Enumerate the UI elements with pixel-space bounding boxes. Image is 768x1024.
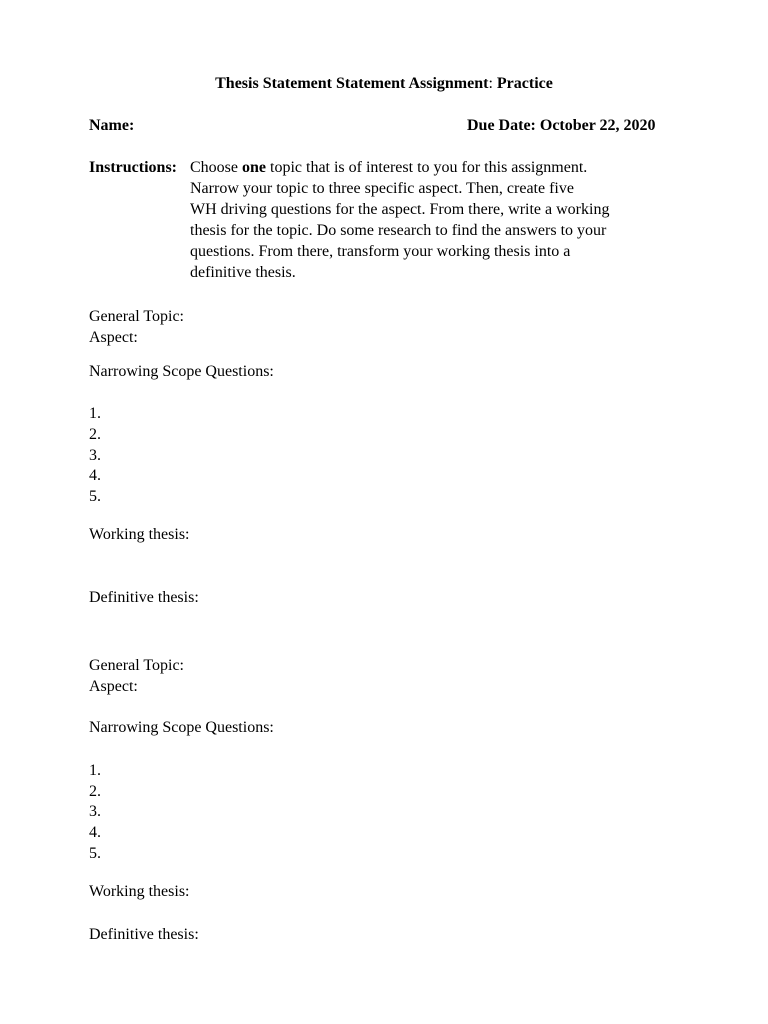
question-number: 5. <box>89 488 101 505</box>
instructions-line: WH driving questions for the aspect. From there, write a working <box>190 201 610 218</box>
instructions-emphasis: one <box>242 159 266 176</box>
narrowing-questions-label: Narrowing Scope Questions: <box>89 363 274 380</box>
general-topic-label: General Topic: <box>89 657 184 674</box>
question-number: 3. <box>89 447 101 464</box>
question-number: 4. <box>89 467 101 484</box>
instructions-text: topic that is of interest to you for this assignment. <box>266 159 588 176</box>
name-label: Name: <box>89 117 135 134</box>
document-title <box>0 74 768 94</box>
aspect-label: Aspect: <box>89 329 138 346</box>
title-main: Thesis Statement Statement Assignment <box>215 75 489 92</box>
question-number: 2. <box>89 783 101 800</box>
instructions-line: Narrow your topic to three specific aspect. Then, create five <box>190 180 574 197</box>
general-topic-label: General Topic: <box>89 308 184 325</box>
question-number: 1. <box>89 405 101 422</box>
title-tail: Practice <box>492 75 553 92</box>
instructions-text: Choose <box>190 159 242 176</box>
instructions-label: Instructions: <box>89 159 178 176</box>
instructions-line: definitive thesis. <box>190 264 296 281</box>
question-number: 3. <box>89 803 101 820</box>
question-number: 4. <box>89 824 101 841</box>
question-number: 1. <box>89 762 101 779</box>
working-thesis-label: Working thesis: <box>89 883 190 900</box>
definitive-thesis-label: Definitive thesis: <box>89 926 199 943</box>
title-colon: : <box>488 75 493 92</box>
instructions-line: thesis for the topic. Do some research to find the answers to your <box>190 222 607 239</box>
question-number: 5. <box>89 845 101 862</box>
working-thesis-label: Working thesis: <box>89 526 190 543</box>
aspect-label: Aspect: <box>89 678 138 695</box>
instructions-line <box>190 158 587 178</box>
definitive-thesis-label: Definitive thesis: <box>89 589 199 606</box>
due-date: Due Date: October 22, 2020 <box>467 117 656 134</box>
question-number: 2. <box>89 426 101 443</box>
narrowing-questions-label: Narrowing Scope Questions: <box>89 719 274 736</box>
instructions-line: questions. From there, transform your working thesis into a <box>190 243 571 260</box>
